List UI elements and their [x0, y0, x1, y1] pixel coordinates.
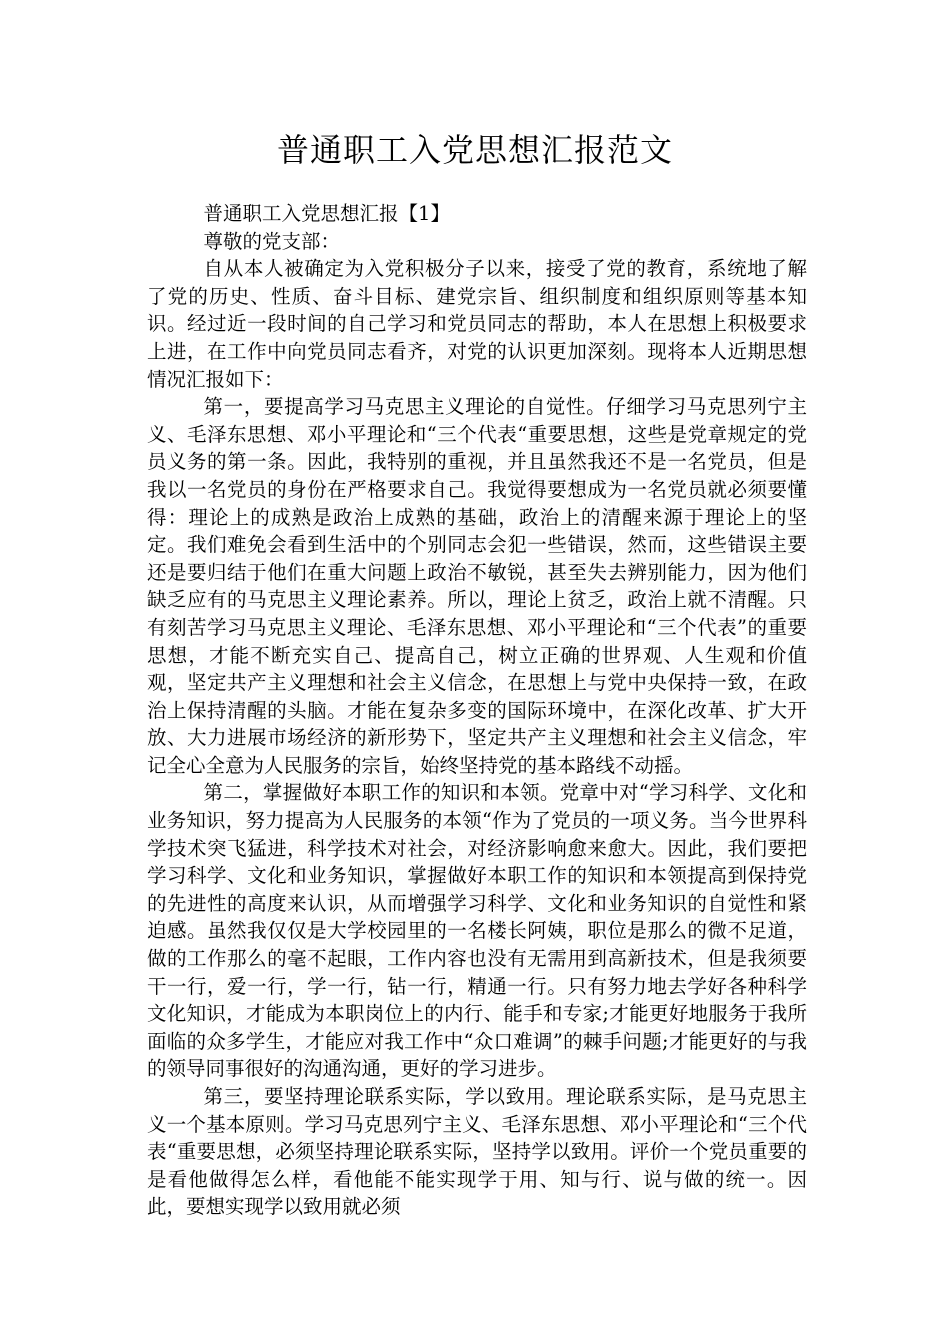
document-title: 普通职工入党思想汇报范文 — [276, 131, 673, 169]
salutation: 尊敬的党支部： — [203, 229, 341, 253]
paragraph-third-point: 第三，要坚持理论联系实际，学以致用。理论联系实际，是马克思主义一个基本原则。学习马克思列宁主义、毛泽东思想、邓小平理论和“三个代表“重要思想，必须坚持理论联系实际，坚持学以致用。评价一个党员重要的是看他做得怎么样，看他能不能实现学于用、知与行、说与做的统一。因此，要想实现学以致用就必须 — [147, 1085, 807, 1219]
report-subtitle: 普通职工入党思想汇报【1】 — [203, 202, 450, 225]
paragraph-intro: 自从本人被确定为入党积极分子以来，接受了党的教育，系统地了解了党的历史、性质、奋斗目标、建党宗旨、组织制度和组织原则等基本知识。经过近一段时间的自己学习和党员同志的帮助，本人在思想上积极要求上进，在工作中向党员同志看齐，对党的认识更加深刻。现将本人近期思想情况汇报如下： — [147, 257, 807, 391]
paragraph-second-point: 第二，掌握做好本职工作的知识和本领。党章中对“学习科学、文化和业务知识，努力提高为人民服务的本领“作为了党员的一项义务。当今世界科学技术突飞猛进，科学技术对社会，对经济影响愈来愈大。因此，我们要把学习科学、文化和业务知识，掌握做好本职工作的知识和本领提高到保持党的先进性的高度来认识，从而增强学习科学、文化和业务知识的自觉性和紧迫感。虽然我仅仅是大学校园里的一名楼长阿姨，职位是那么的微不足道，做的工作那么的毫不起眼，工作内容也没有无需用到高新技术，但是我须要干一行，爱一行，学一行，钻一行，精通一行。只有努力地去学好各种科学文化知识，才能成为本职岗位上的内行、能手和专家;才能更好地服务于我所面临的众多学生，才能应对我工作中“众口难调”的棘手问题;才能更好的与我的领导同事很好的沟通沟通，更好的学习进步。 — [147, 781, 807, 1081]
paragraph-first-point: 第一，要提高学习马克思主义理论的自觉性。仔细学习马克思列宁主义、毛泽东思想、邓小平理论和“三个代表“重要思想，这些是党章规定的党员义务的第一条。因此，我特别的重视，并且虽然我还不是一名党员，但是我以一名党员的身份在严格要求自己。我觉得要想成为一名党员就必须要懂得：理论上的成熟是政治上成熟的基础，政治上的清醒来源于理论上的坚定。我们难免会看到生活中的个别同志会犯一些错误，然而，这些错误主要还是要归结于他们在重大问题上政治不敏锐，甚至失去辨别能力，因为他们缺乏应有的马克思主义理论素养。所以，理论上贫乏，政治上就不清醒。只有刻苦学习马克思主义理论、毛泽东思想、邓小平理论和“三个代表”的重要思想，才能不断充实自己、提高自己，树立正确的世界观、人生观和价值观，坚定共产主义理想和社会主义信念，在思想上与党中央保持一致，在政治上保持清醒的头脑。才能在复杂多变的国际环境中，在深化改革、扩大开放、大力进展市场经济的新形势下，坚定共产主义理想和社会主义信念，牢记全心全意为人民服务的宗旨，始终坚持党的基本路线不动摇。 — [147, 395, 807, 777]
document-body — [147, 200, 807, 1221]
